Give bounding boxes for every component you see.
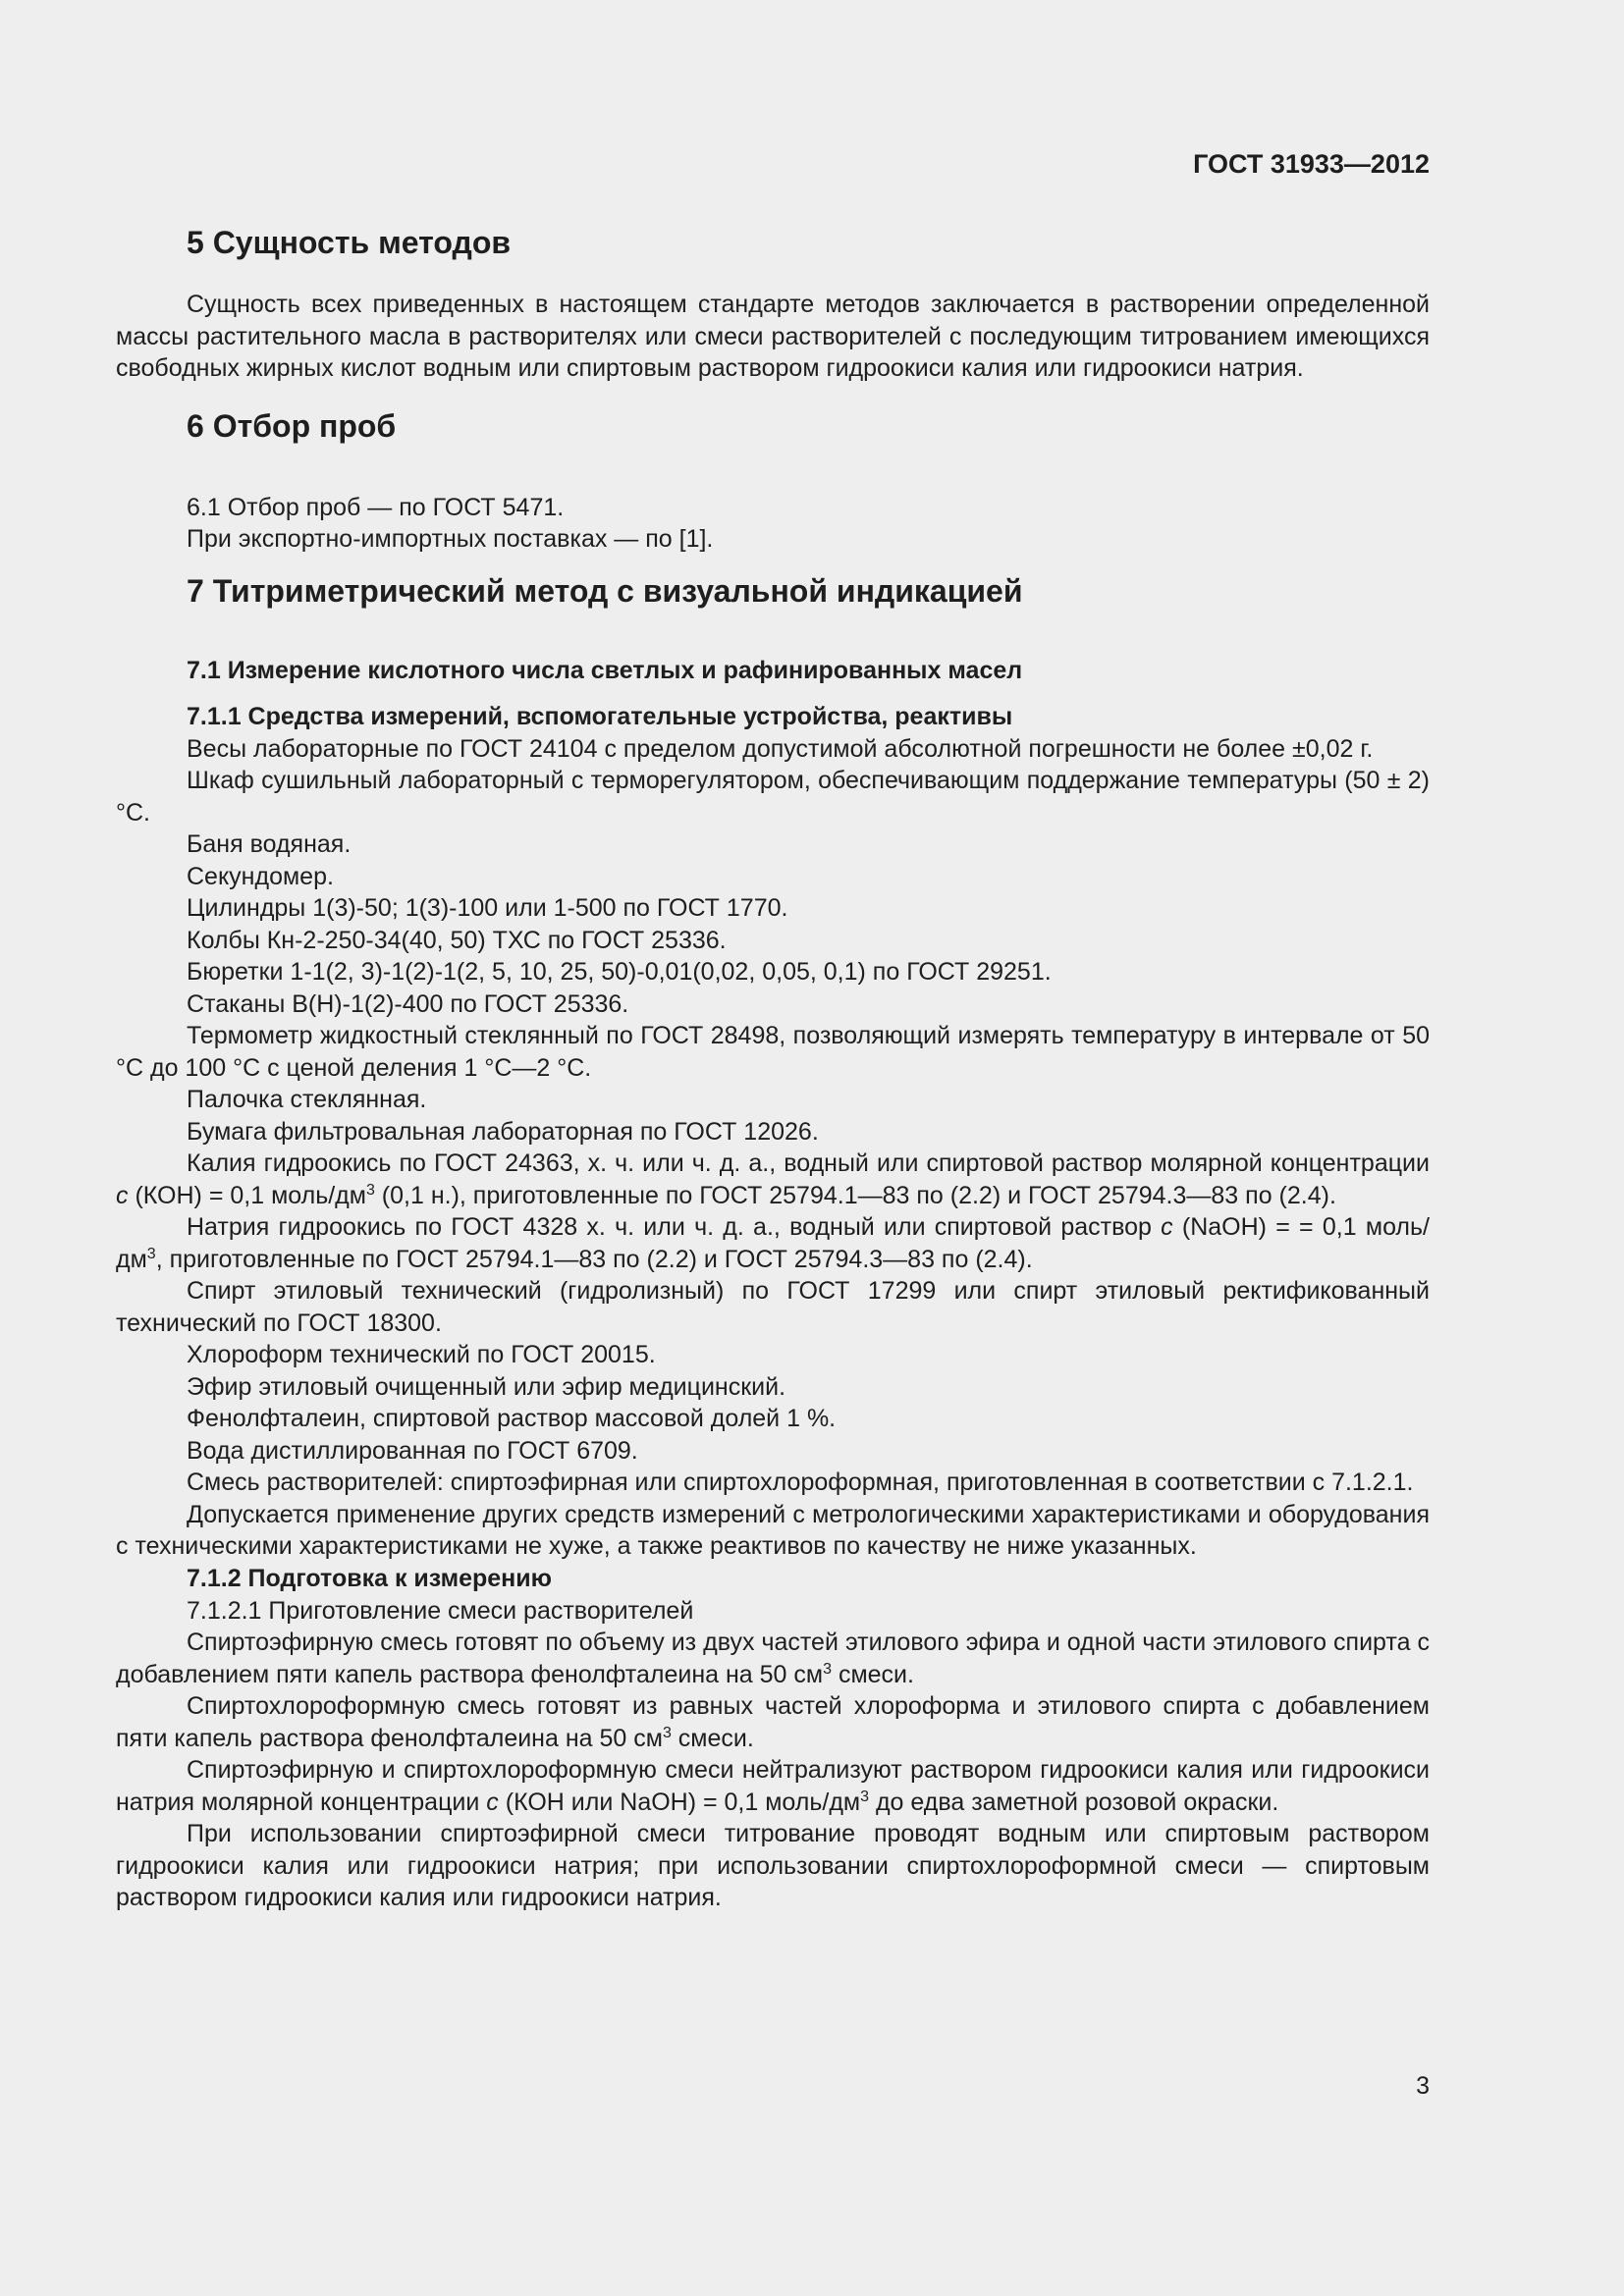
mix3-superscript: 3 — [860, 1788, 870, 1805]
naoh-reagent-item — [116, 1211, 1430, 1275]
koh-concentration-symbol: c — [116, 1181, 129, 1209]
koh-text-d: (0,1 н.), приготовленные по ГОСТ 25794.1—83 по (2.2) и ГОСТ 25794.3—83 по (2.4). — [374, 1181, 1336, 1209]
koh-text-a: Калия гидроокись по ГОСТ 24363, х. ч. или ч. д. а., водный или спиртовой раствор молярной концентрации — [187, 1149, 1430, 1177]
naoh-text-a: Натрия гидроокись по ГОСТ 4328 х. ч. или ч. д. а., водный или спиртовой раствор — [187, 1213, 1162, 1241]
list-item: Смесь растворителей: спиртоэфирная или спиртохлороформная, приготовленная в соответствии с 7.1.2.1. — [187, 1468, 1414, 1496]
chloroform-mixture-paragraph — [116, 1690, 1430, 1754]
list-item: Секундомер. — [187, 862, 334, 890]
mix2-superscript: 3 — [662, 1724, 672, 1741]
section-5-title: 5 Сущность методов — [187, 225, 512, 260]
list-item: Эфир этиловый очищенный или эфир медицинский. — [187, 1372, 786, 1401]
naoh-superscript: 3 — [146, 1245, 156, 1262]
section-6-export-paragraph: При экспортно-импортных поставках — по [1]. — [187, 525, 714, 553]
list-item: Хлороформ технический по ГОСТ 20015. — [187, 1341, 656, 1368]
list-item: Весы лабораторные по ГОСТ 24104 с пределом допустимой абсолютной погрешности не более ±0,02 г. — [187, 734, 1374, 763]
neutralization-paragraph — [116, 1754, 1430, 1818]
section-7-1-title: 7.1 Измерение кислотного числа светлых и рафинированных масел — [187, 656, 1023, 684]
list-item: Колбы Кн-2-250-34(40, 50) ТХС по ГОСТ 25336. — [187, 926, 727, 954]
mix2-text-b: смеси. — [671, 1724, 754, 1752]
section-5-paragraph: Сущность всех приведенных в настоящем стандарте методов заключается в растворении определенной массы растительного масла в растворителях или смеси растворителей с последующим титрованием имеющихся свободных жирных кислот водным или спиртовым раствором гидроокиси калия или гидроокиси натрия. — [116, 291, 1430, 382]
list-item: Бумага фильтровальная лабораторная по ГОСТ 12026. — [187, 1117, 819, 1146]
list-item: Вода дистиллированная по ГОСТ 6709. — [187, 1436, 638, 1465]
naoh-text-b: (NaOH) = = 0,1 моль/дм — [116, 1213, 1430, 1273]
naoh-concentration-symbol: c — [1161, 1213, 1173, 1241]
list-item: Баня водяная. — [187, 830, 352, 858]
mix3-text-d: до едва заметной розовой окраски. — [869, 1788, 1279, 1816]
section-7-1-1-title: 7.1.1 Средства измерений, вспомогательные устройства, реактивы — [187, 702, 1013, 730]
list-item: Стаканы В(Н)-1(2)-400 по ГОСТ 25336. — [187, 989, 629, 1018]
koh-superscript: 3 — [365, 1181, 375, 1199]
list-item: Бюретки 1-1(2, 3)-1(2)-1(2, 5, 10, 25, 50)-0,01(0,02, 0,05, 0,1) по ГОСТ 29251. — [187, 958, 1052, 986]
section-6-1-paragraph: 6.1 Отбор проб — по ГОСТ 5471. — [187, 493, 565, 521]
section-7-1-2-title: 7.1.2 Подготовка к измерению — [187, 1564, 552, 1592]
list-item: Палочка стеклянная. — [187, 1086, 427, 1113]
mix2-text-a: Спиртохлороформную смесь готовят из равных частей хлороформа и этилового спирта с добавлением пяти капель раствора фенолфталеина на 50 см — [116, 1692, 1430, 1752]
section-7-title: 7 Титриметрический метод с визуальной индикацией — [187, 572, 1023, 609]
page-content — [116, 221, 1430, 1914]
list-item: Спирт этиловый технический (гидролизный) по ГОСТ 17299 или спирт этиловый ректификованный технический по ГОСТ 18300. — [116, 1277, 1430, 1337]
document-code-header: ГОСТ 31933—2012 — [1193, 149, 1430, 179]
section-7-1-2-1-title: 7.1.2.1 Приготовление смеси растворителей — [187, 1596, 694, 1625]
ether-mixture-paragraph — [116, 1627, 1430, 1690]
list-item: Термометр жидкостный стеклянный по ГОСТ 28498, позволяющий измерять температуру в интервале от 50 °С до 100 °С с ценой деления 1 °С—2 °С. — [116, 1022, 1430, 1082]
list-item: Допускается применение других средств измерений с метрологическими характеристиками и оборудования с техническими характеристиками не хуже, а также реактивов по качеству не ниже указанных. — [116, 1500, 1430, 1560]
mix1-text-a: Спиртоэфирную смесь готовят по объему из двух частей этилового эфира и одной части этилового спирта с добавлением пяти капель раствора фенолфталеина на 50 см — [116, 1629, 1430, 1688]
mix1-superscript: 3 — [823, 1660, 832, 1678]
list-item: Фенолфталеин, спиртовой раствор массовой долей 1 %. — [187, 1405, 837, 1432]
mix3-text-a: Спиртоэфирную и спиртохлороформную смеси нейтрализуют раствором гидроокиси калия или гидроокиси натрия молярной концентрации — [116, 1756, 1430, 1816]
mix1-text-b: смеси. — [832, 1660, 914, 1688]
koh-reagent-item — [116, 1148, 1430, 1211]
koh-text-b: (КОН) = 0,1 моль/дм — [128, 1181, 366, 1209]
mix3-concentration-symbol: c — [486, 1788, 499, 1816]
list-item: Цилиндры 1(3)-50; 1(3)-100 или 1-500 по ГОСТ 1770. — [187, 894, 788, 922]
page-number: 3 — [1416, 2072, 1430, 2100]
mix3-text-b: (КОН или NaOH) = 0,1 моль/дм — [498, 1788, 861, 1816]
naoh-text-d: , приготовленные по ГОСТ 25794.1—83 по (2.2) и ГОСТ 25794.3—83 по (2.4). — [155, 1245, 1033, 1273]
titration-paragraph: При использовании спиртоэфирной смеси титрование проводят водным или спиртовым раствором гидроокиси калия или гидроокиси натрия; при использовании спиртохлороформной смеси — спиртовым раствором гидроокиси калия или гидроокиси натрия. — [116, 1820, 1430, 1911]
section-6-title: 6 Отбор проб — [187, 407, 397, 444]
list-item: Шкаф сушильный лабораторный с терморегулятором, обеспечивающим поддержание температуры (50 ± 2) °С. — [116, 767, 1430, 827]
